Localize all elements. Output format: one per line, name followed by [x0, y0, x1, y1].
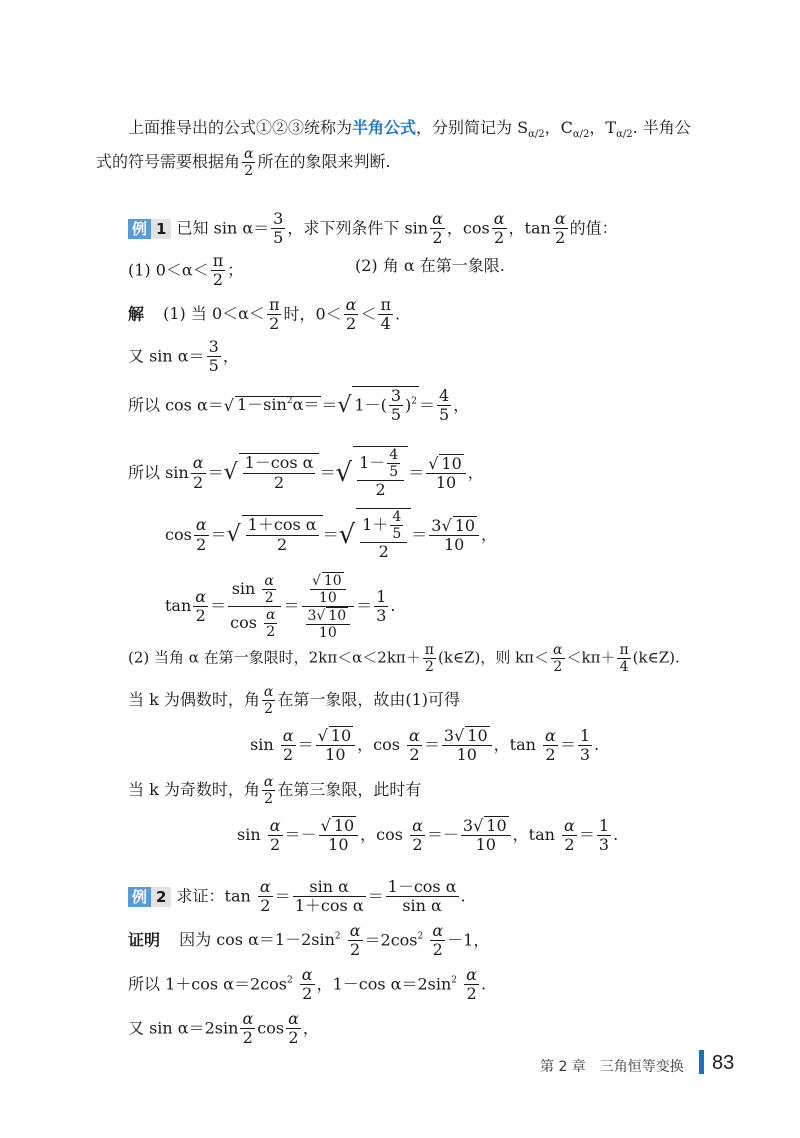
solution-line-3	[128, 386, 469, 425]
frac: $\frac{√ 10}{10}$	[319, 816, 359, 855]
frac-alpha-2: $\frac{\alpha}{2}$	[244, 146, 254, 180]
condition-2: (2) 角 α 在第一象限.	[355, 256, 505, 275]
frac: $\frac{3}{5}$	[273, 209, 284, 248]
sqrt-sign: √	[337, 392, 352, 418]
frac: $\frac{\alpha}{2}$	[301, 965, 313, 1004]
frac: $\frac{\alpha}{2}$	[288, 1009, 299, 1048]
text: 在第一象限，故由(1)可得	[277, 690, 461, 710]
text: 又 sin α＝	[128, 346, 205, 366]
text: －	[300, 824, 317, 844]
frac: $\frac{\pi}{2}$	[268, 295, 280, 334]
frac: $\frac{\alpha}{2}$	[545, 725, 556, 764]
example-1-statement	[128, 210, 618, 248]
text: ＜	[360, 304, 377, 324]
text: .	[480, 974, 487, 994]
intro-text: ，T	[589, 118, 617, 137]
text: ＝	[578, 824, 595, 844]
text: ＝	[408, 462, 425, 482]
text: ，	[453, 395, 470, 415]
frac: $\frac{\alpha}{2}$	[266, 607, 276, 641]
text: (k∈Z).	[632, 648, 680, 667]
solution-label: 解	[128, 304, 145, 324]
text: ＝	[210, 524, 227, 544]
text: ＝	[426, 824, 443, 844]
text: ＝	[210, 596, 227, 616]
text: －	[442, 824, 459, 844]
footer-accent-bar	[699, 1050, 704, 1074]
text: ，tan	[508, 218, 551, 238]
frac: $\frac{3√ 10}{10}$	[306, 607, 351, 641]
text: ＝	[284, 824, 301, 844]
text: .	[394, 304, 401, 324]
frac: $\frac{1}{3}$	[376, 586, 387, 626]
radicand	[239, 453, 320, 492]
text: ，	[222, 346, 239, 366]
frac: $\frac{\pi}{2}$	[424, 642, 434, 676]
text: ＝	[297, 734, 314, 754]
frac: $\frac{1}{3}$	[598, 815, 610, 854]
frac: $\frac{\alpha}{2}$	[432, 921, 444, 960]
frac: $\frac{\alpha}{2}$	[409, 725, 420, 764]
intro-text: ，C	[544, 118, 573, 137]
text: ＝	[423, 734, 440, 754]
frac: $\frac{\alpha}{2}$	[264, 573, 274, 607]
odd-case-line	[128, 774, 421, 807]
frac: $\frac{\alpha}{2}$	[349, 921, 361, 960]
text: ＝2cos	[364, 930, 418, 950]
frac: $\frac{\alpha}{2}$	[554, 209, 566, 248]
intro-line-1	[128, 120, 691, 140]
intro-text: 所在的象限来判断.	[257, 152, 391, 172]
text: cos	[165, 524, 192, 544]
odd-case-result: sin $\frac{\alpha}{2}$ ＝－ $\frac{√ 10}{10}$ ，cos $\frac{\alpha}{2}$ ＝－ $\frac{3√ 10}{10}$ ，tan $\frac{\alpha}{2}$ ＝ $\frac{1}{3}$ .	[237, 815, 619, 855]
text: 因为 cos α＝1－2sin	[179, 930, 335, 950]
even-case-result: sin $\frac{\alpha}{2}$ ＝ $\frac{√ 10}{10}$ ，cos $\frac{\alpha}{2}$ ＝ $\frac{3√ 10}{10}$ ，tan $\frac{\alpha}{2}$ ＝ $\frac{1}{3}$ .	[250, 725, 600, 765]
frac: $\frac{\text{1＋cos α}}{2}$	[247, 515, 317, 554]
intro-text: ，分别简记为 S	[416, 118, 529, 137]
frac: $\frac{\alpha}{2}$	[263, 684, 274, 718]
text: .	[613, 824, 619, 844]
part-2-line	[128, 642, 680, 675]
proof-line-1: 证明 因为 $\cos \alpha=1-2\sin^2$ $\frac{\alpha}{2}$ $=2\cos^2$ $\frac{\alpha}{2}$ －1，	[128, 921, 490, 960]
frac: $\frac{\pi}{4}$	[619, 642, 629, 676]
text: tan	[165, 596, 192, 616]
frac: $\frac{\alpha}{2}$	[195, 515, 207, 554]
sqrt-sign: √	[335, 458, 353, 489]
text: .	[594, 734, 600, 754]
text: 又 sin α＝2sin	[128, 1018, 239, 1038]
text: ，	[360, 824, 377, 844]
frac: $\frac{\text{1－cos α}}{\text{sin α}}$	[387, 877, 457, 916]
text: ＝	[367, 886, 384, 906]
text: 求证：tan	[176, 886, 251, 906]
frac: $\frac{\alpha}{2}$	[553, 642, 563, 676]
frac: $\frac{\pi}{4}$	[380, 295, 391, 334]
sqrt-sign: √	[226, 522, 241, 548]
sub-half: α/2	[572, 129, 590, 140]
text: ，	[302, 1018, 319, 1038]
page-number: 83	[712, 1052, 735, 1074]
frac: $\frac{\text{sin α}}{\text{1＋cos α}}$	[294, 877, 364, 916]
frac: $\frac{3}{5}$	[208, 337, 219, 376]
frac: $\frac{3√ 10}{10}$	[429, 516, 479, 555]
frac: $\frac{\alpha}{2}$	[493, 209, 505, 248]
text: cos	[376, 824, 403, 844]
frac: $\frac{4}{5}$	[392, 509, 402, 543]
example-2-statement	[128, 878, 466, 916]
text: ＝	[411, 524, 428, 544]
text: (2) 当角 α 在第一象限时，2kπ＜α＜2kπ＋	[128, 648, 421, 667]
text: ＝	[559, 734, 576, 754]
text: sin	[237, 824, 261, 844]
frac: $\frac{4}{5}$	[389, 447, 399, 481]
frac: $\frac{\alpha}{2}$	[192, 453, 204, 492]
frac: $\frac{\alpha}{2}$	[466, 965, 477, 1004]
frac: $\frac{\alpha}{2}$	[195, 586, 207, 626]
sqrt-sign: √	[223, 460, 238, 486]
sub-half: α/2	[528, 129, 545, 140]
intro-line-2	[96, 146, 391, 179]
radicand: $1-\sin^2\alpha=$	[237, 395, 320, 415]
text: (k∈Z)，则 kπ＜	[438, 648, 550, 667]
condition-1	[128, 252, 243, 290]
frac: sin $\frac{\alpha}{2}$ cos $\frac{\alpha}{2}$	[228, 573, 281, 640]
text: ，	[493, 734, 510, 754]
text: cos	[257, 1018, 285, 1038]
text: ；	[227, 260, 244, 280]
sqrt-sign: √	[338, 520, 356, 551]
half-angle-term: 半角公式	[352, 118, 417, 137]
text: ＝	[321, 395, 338, 415]
text: 当 k 为奇数时，角	[128, 780, 260, 800]
frac: $\frac{\alpha}{2}$	[282, 725, 294, 764]
frac: $\frac{\alpha}{2}$	[432, 209, 443, 248]
proof-label: 证明	[128, 930, 161, 950]
example-1-tag: 例 1	[128, 219, 171, 239]
proof-line-3	[128, 1010, 319, 1048]
frac: $\frac{\pi}{2}$	[212, 251, 224, 290]
text: 所以 sin	[128, 462, 189, 482]
text: ＝	[319, 462, 336, 482]
text: ＝	[274, 886, 291, 906]
chapter-title: 第 2 章 三角恒等变换	[540, 1059, 684, 1075]
text: ，求下列条件下 sin	[287, 218, 429, 238]
frac: $\frac{\alpha}{2}$	[412, 815, 423, 854]
radicand	[353, 446, 408, 500]
text: ＜kπ＋	[566, 648, 616, 667]
frac: $\frac{3}{5}$	[390, 386, 402, 425]
intro-text: . 半角公	[632, 118, 691, 137]
text: 当 k 为偶数时，角	[128, 690, 260, 710]
intro-text: 上面推导出的公式①②③统称为	[128, 118, 353, 137]
sqrt-sign: √	[223, 395, 234, 415]
text: (1) 当 0＜α＜	[163, 304, 265, 324]
frac: $\frac{1}{3}$	[579, 725, 591, 764]
text: ，cos	[446, 218, 490, 238]
frac: $\frac{\alpha}{2}$	[263, 774, 274, 808]
radicand	[242, 515, 323, 554]
frac: $\frac{\alpha}{2}$	[259, 877, 271, 916]
frac: 1＋ $\frac{4}{5}$ 2	[360, 509, 407, 562]
radicand: 1－( $\frac{3}{5}$ )$^2$	[354, 386, 418, 425]
frac: $\frac{\alpha}{2}$	[564, 815, 575, 854]
text: ，	[357, 734, 374, 754]
text: ，	[467, 462, 484, 482]
text: 在第三象限，此时有	[277, 780, 422, 800]
frac: $\frac{\text{1－cos α}}{2}$	[244, 453, 314, 492]
frac: $\frac{√ 10}{10}$	[426, 454, 466, 493]
text: cos	[373, 734, 400, 754]
text: .	[390, 596, 396, 616]
frac: $\frac{4}{5}$	[439, 386, 450, 425]
frac: $\frac{\alpha}{2}$	[269, 815, 281, 854]
text: ＝	[283, 596, 300, 616]
text: 所以 cos α＝	[128, 395, 224, 415]
text: ＝	[356, 596, 373, 616]
text: ＝	[419, 395, 436, 415]
text: .	[460, 886, 466, 906]
frac	[302, 572, 355, 641]
frac: $\frac{\alpha}{2}$	[242, 1009, 254, 1048]
frac: 1－ $\frac{4}{5}$ 2	[357, 447, 404, 500]
text: sin	[250, 734, 274, 754]
text: ＝	[207, 462, 224, 482]
frac: $\frac{3√ 10}{10}$	[461, 816, 511, 855]
frac: $\frac{\alpha}{2}$	[345, 295, 357, 334]
text: 时，0＜	[283, 304, 342, 324]
text: 已知 sin α＝	[176, 218, 270, 238]
solution-line-4	[128, 446, 484, 500]
frac: $\frac{√ 10}{10}$	[310, 572, 346, 606]
solution-line-5	[165, 508, 497, 562]
radicand	[356, 508, 411, 562]
sub-half: α/2	[616, 129, 633, 140]
text: －1，	[447, 930, 490, 950]
text: 所以 1＋cos α＝2cos	[128, 974, 287, 994]
frac: $\frac{3√ 10}{10}$	[442, 726, 492, 765]
text: 的值：	[569, 218, 618, 238]
solution-line-2	[128, 338, 239, 376]
solution-line-1	[128, 296, 400, 334]
example-2-tag: 例 2	[128, 887, 171, 907]
frac: $\frac{√ 10}{10}$	[316, 726, 356, 765]
solution-line-6	[165, 572, 395, 641]
text: ＝	[322, 524, 339, 544]
even-case-line	[128, 684, 460, 717]
text: ，1－cos α＝2sin	[316, 974, 452, 994]
text: ，	[512, 824, 529, 844]
proof-line-2: 所以 1＋cos $\alpha=2\cos^2$ $\frac{\alpha}{2}$ ，1－cos $\alpha=2\sin^2$ $\frac{\alpha}{2}$ .	[128, 965, 487, 1004]
intro-text: 式的符号需要根据角	[96, 152, 241, 172]
text: ，	[481, 524, 498, 544]
text: (1) 0＜α＜	[128, 260, 209, 280]
